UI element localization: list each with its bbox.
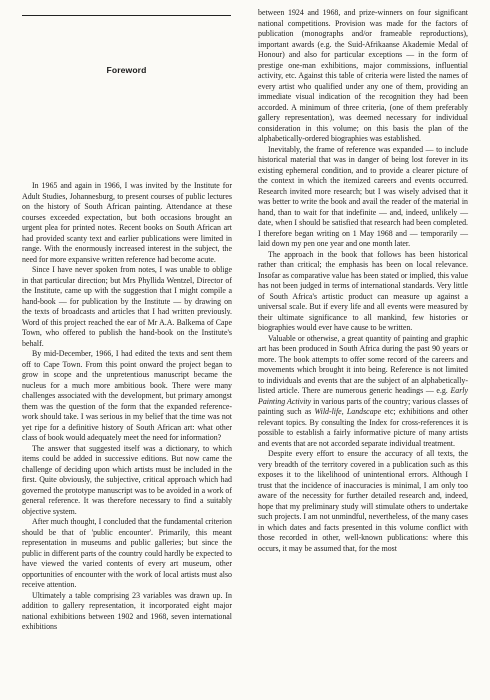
page-heading: Foreword: [106, 65, 147, 75]
valuable-text-2: in various parts of the country; various classes of painting such as: [258, 396, 468, 416]
paragraph-approach: The approach in the book that follows has been historical rather than critical; the emphasis has been on local relevance. Insofar as comparative value has been stated or implied, this value has not been judged in terms of international standards. Very little of South Africa's artistic product can measure up against a universal scale. But if every life and all events were measured by their ultimate significance to all mankind, few histories or biographies would ever have cause to be written.: [258, 249, 468, 332]
comma-separator: ,: [341, 407, 347, 416]
valuable-text-3: etc; exhibitions and other relevant topics. By consulting the Index for cross-references it is possible to establish a fairly informative picture of many artists and events that are not accorded separate individual treatment.: [258, 407, 468, 448]
wildlife-heading: Wild-life: [314, 407, 342, 416]
landscape-heading: Landscape: [346, 407, 382, 416]
paragraph-continuation: between 1924 and 1968, and prize-winners on four significant national competitions. Provision was made for the factors of publication (monographs and/or frameable reproductions), important awards (e.g. the Suid-Afrikaanse Akademie Medal of Honour) and also for particular exceptions — in the form of prestige one-man exhibitions, major commissions, influential activity, etc. Against this table of criteria were listed the names of every artist who qualified under any one of them, providing an immediate visual indication of the recognition they had been accorded. A minimum of three criteria, (one of them preferably gallery representation), was deemed necessary for individual consideration in this volume; on this basis the plan of the alphabetically-ordered biographies was established.: [258, 8, 468, 143]
top-rule: [22, 15, 231, 16]
paragraph-inevitably: Inevitably, the frame of reference was expanded — to include historical material that was in danger of being lost forever in its existing ephemeral condition, and to provide a clearer picture of the context in which the itemized careers and events occurred. Research invited more research; but I was wisely advised that it was better to write the book and avail the reader of the material in hand, than to wait for that indefinite — and, indeed, unlikely — date, when I should be satisfied that research had been completed. I therefore began writing on 1 May 1968 and — temporarily — laid down my pen one year and one month later.: [258, 144, 468, 248]
paragraph-notes: Since I have never spoken from notes, I was unable to oblige in that particular direction; but Mrs Phyllida Wentzel, Director of the Institute, came up with the suggestion that I might compile a hand-book — for publication by the Institute — by drawing on the texts of broadcasts and articles that I had written previously. Word of this project reached the ear of Mr A.A. Balkema of Cape Town, who offered to publish the hand-book on the Institute's behalf.: [22, 265, 232, 348]
paragraph-december: By mid-December, 1966, I had edited the texts and sent them off to Cape Town. From this point onward the project began to grow in scope and the unpretentious manuscript became the nucleus for a much more ambitious book. There were many challenges associated with the development, but primary amongst them was the question of the form that the expanded reference-work should take. I was serious in my belief that the time was not yet ripe for a definitive history of South African art: what other class of book would adequately meet the need for information?: [22, 349, 232, 442]
paragraph-table: Ultimately a table comprising 23 variables was drawn up. In addition to gallery representation, it incorporated eight major national exhibitions between 1902 and 1968, seven international exhibitions: [22, 590, 232, 631]
valuable-text-1: Valuable or otherwise, a great quantity of painting and graphic art has been produced in South Africa during the past 90 years or more. The book attempts to offer some record of the careers and movements which brought it into being. Reference is not limited to individuals and events that are the subject of an alphabetically-listed article. There are numerous generic headings — e.g.: [258, 333, 468, 395]
early-painting-heading: Early Painting Activity: [258, 386, 468, 406]
paragraph-intro: In 1965 and again in 1966, I was invited by the Institute for Adult Studies, Johannesburg, to present courses of public lectures on the history of South African painting. Attendance at these courses exceeded expectation, but both occasions brought an urgent plea for printed notes. Recent books on South African art had provided scanty text and earlier publications were limited in range. With the enormously increased interest in the subject, the need for more expansive written reference had become acute.: [22, 181, 232, 264]
paragraph-valuable: [258, 334, 468, 450]
left-column: [22, 181, 232, 633]
right-column: [258, 8, 468, 554]
paragraph-dictionary: The answer that suggested itself was a dictionary, to which items could be added in successive editions. But now came the challenge of deciding upon which artists must be included in the first. Quite obviously, the subjective, critical approach which had governed the prototype manuscript was to be avoided in a work of general reference. It was therefore necessary to find a suitably objective system.: [22, 443, 232, 516]
paragraph-criterion: After much thought, I concluded that the fundamental criterion should be that of 'public encounter'. Primarily, this meant representation in museums and public galleries; but since the public in different parts of the country could hardly be expected to have viewed the varied contents of every art museum, other opportunities of encounter with the work of local artists must also receive attention.: [22, 517, 232, 589]
paragraph-despite: Despite every effort to ensure the accuracy of all texts, the very breadth of the territory covered in a publication such as this exposes it to the likelihood of unintentional errors. Although I trust that the incidence of inaccuracies is minimal, I am only too aware of the necessity for further detailed research and, indeed, hope that my preliminary study will stimulate others to undertake such projects. I am not unmindful, nevertheless, of the many cases in which dates and facts presented in this volume conflict with those recorded in other, well-known publications: where this occurs, it may be assumed that, for the most: [258, 449, 468, 553]
